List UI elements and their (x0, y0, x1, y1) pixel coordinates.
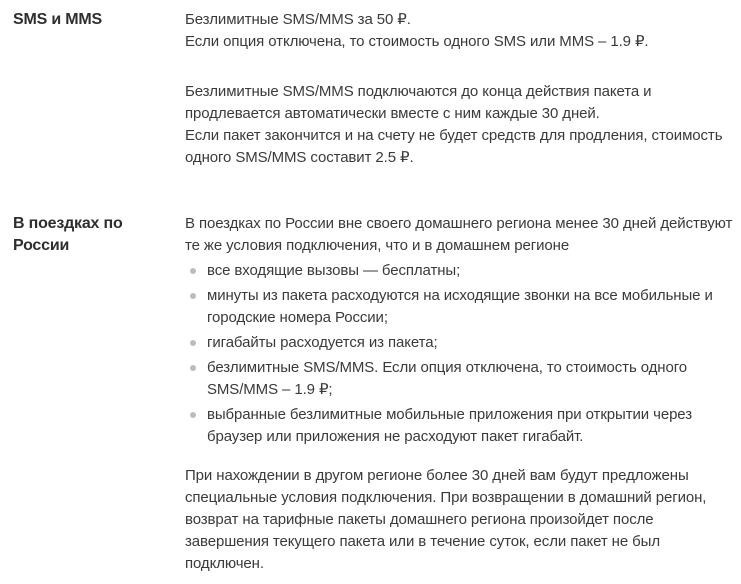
list-item-text: минуты из пакета расходуются на исходящие звонки на все мобильные и городские номера России; (207, 287, 713, 326)
section-label-sms-mms: SMS и MMS (13, 11, 102, 28)
paragraph-travel-outro: При нахождении в другом регионе более 30 дней вам будут предложены специальные условия подключения. При возвращении в домашний регион, возврат на тарифные пакеты домашнего региона произойдет после завершения текущего пакета или в течение суток, если пакет не был подключен. (185, 467, 707, 572)
section-sms-mms (13, 9, 733, 169)
section-content-sms-mms (185, 9, 733, 169)
list-item-unlimited-apps (185, 404, 733, 448)
text-line: Если пакет закончится и на счету не будет средств для продления, стоимость одного SMS/MMS составит 2.5 ₽. (185, 127, 723, 166)
list-item-text: гигабайты расходуется из пакета; (207, 334, 438, 351)
list-item-text: безлимитные SMS/MMS. Если опция отключена, то стоимость одного SMS/MMS – 1.9 ₽; (207, 359, 687, 398)
section-travel-russia (13, 213, 733, 575)
list-item-unlimited-sms (185, 357, 733, 401)
list-item-gigabytes (185, 332, 733, 354)
section-content-travel-russia (185, 213, 733, 575)
text-line: Если опция отключена, то стоимость одного SMS или MMS – 1.9 ₽. (185, 33, 649, 50)
paragraph-sms-renewal (185, 81, 733, 169)
travel-conditions-list (185, 260, 733, 448)
bullet-dot-icon (190, 293, 196, 299)
bullet-dot-icon (190, 365, 196, 371)
list-item-package-minutes (185, 285, 733, 329)
list-item-text: выбранные безлимитные мобильные приложения при открытии через браузер или приложения не расходуют пакет гигабайт. (207, 406, 692, 445)
paragraph-travel-intro: В поездках по России вне своего домашнего региона менее 30 дней действуют те же условия подключения, что и в домашнем регионе (185, 215, 733, 254)
bullet-dot-icon (190, 268, 196, 274)
list-item-incoming-calls (185, 260, 733, 282)
text-line: Безлимитные SMS/MMS за 50 ₽. (185, 11, 411, 28)
bullet-dot-icon (190, 340, 196, 346)
section-label-travel-russia: В поездках по России (13, 215, 123, 254)
paragraph-sms-price (185, 9, 733, 53)
list-item-text: все входящие вызовы — бесплатны; (207, 262, 461, 279)
text-line: Безлимитные SMS/MMS подключаются до конца действия пакета и продлевается автоматически вместе с ним каждые 30 дней. (185, 83, 652, 122)
bullet-dot-icon (190, 412, 196, 418)
